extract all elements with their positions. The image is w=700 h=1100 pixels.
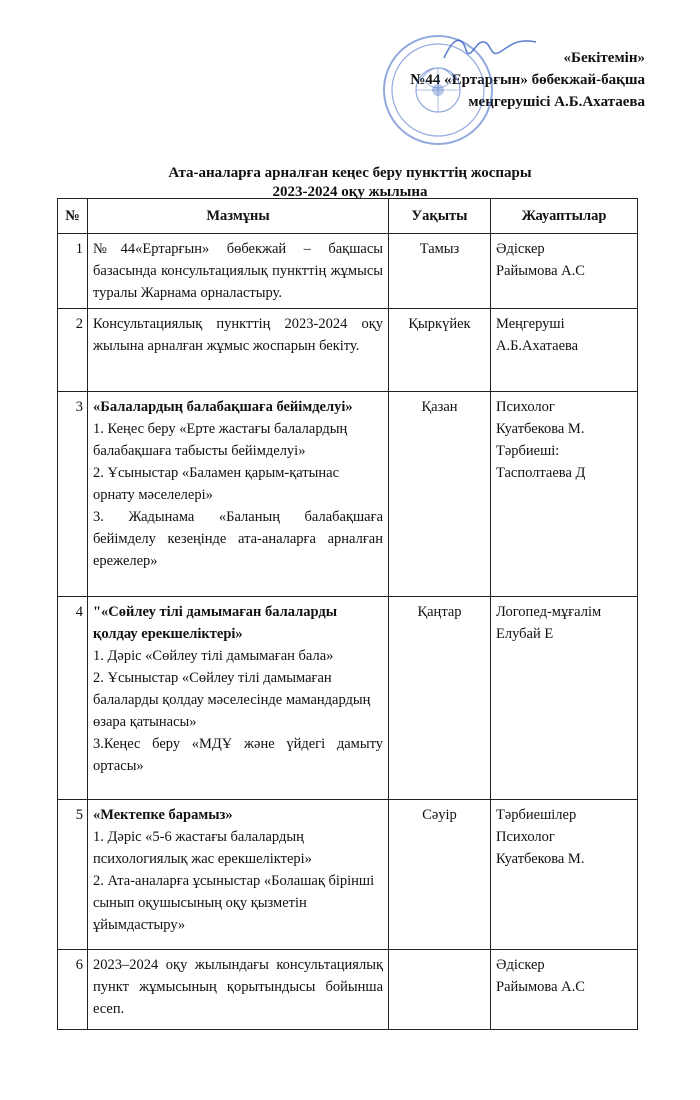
row-item: 2. Ұсыныстар «Сөйлеу тілі дамымаған балаларды қолдау мәселесінде мамандардың өзара қатынасы» [93, 670, 371, 730]
row-heading: "«Сөйлеу тілі дамымаған балаларды қолдау ерекшеліктері» [93, 604, 338, 642]
row-content: №44«Ертарғын» бөбекжай – бақшасы базасында консультациялық пункттің жұмысы туралы Жарнама орналастыру. [88, 234, 389, 309]
title-line: 2023-2024 оқу жылына [272, 184, 428, 200]
table-row [58, 597, 638, 800]
row-number: 1 [58, 234, 88, 309]
table-row [58, 800, 638, 950]
row-number: 2 [58, 309, 88, 392]
row-time: Қаңтар [389, 597, 491, 800]
row-heading: «Мектепке барамыз» [93, 807, 233, 823]
responsible-line: Психолог [496, 399, 555, 415]
header-number: № [58, 199, 88, 234]
row-number: 3 [58, 392, 88, 597]
row-content: Консультациялық пункттің 2023-2024 оқу жылына арналған жұмыс жоспарын бекіту. [88, 309, 389, 392]
row-responsible [491, 800, 638, 950]
header-content: Мазмұны [88, 199, 389, 234]
row-responsible [491, 234, 638, 309]
row-content: 2023–2024 оқу жылындағы консультациялық пункт жұмысының қорытындысы бойынша есеп. [88, 950, 389, 1030]
plan-table [57, 198, 638, 1030]
row-item: 2. Ұсыныстар «Баламен қарым-қатынас орнату мәселелері» [93, 465, 340, 503]
row-item: 1. Дәріс «Сөйлеу тілі дамымаған бала» [93, 648, 334, 664]
responsible-line: Әдіскер [496, 241, 545, 257]
document-title [0, 164, 700, 202]
header-time: Уақыты [389, 199, 491, 234]
row-time: Қазан [389, 392, 491, 597]
table-row [58, 309, 638, 392]
row-content [88, 800, 389, 950]
title-line: Ата-аналарға арналған кеңес беру пункттің жоспары [168, 165, 532, 181]
row-item: 3.Кеңес беру «МДҰ және үйдегі дамыту ортасы» [93, 736, 383, 774]
row-number: 5 [58, 800, 88, 950]
row-time [389, 950, 491, 1030]
table-header-row [58, 199, 638, 234]
row-item: 1. Кеңес беру «Ерте жастағы балалардың балабақшаға табысты бейімделуі» [93, 421, 348, 459]
header-responsible: Жауаптылар [491, 199, 638, 234]
responsible-line: Тәрбиешілер [496, 807, 577, 823]
approval-line: №44 «Ертарғын» бөбекжай-бақша [410, 72, 645, 88]
responsible-line: А.Б.Ахатаева [496, 338, 579, 354]
row-item: 1. Дәріс «5-6 жастағы балалардың психологиялық жас ерекшеліктері» [93, 829, 312, 867]
row-time: Сәуір [389, 800, 491, 950]
row-responsible [491, 392, 638, 597]
row-responsible [491, 309, 638, 392]
responsible-line: Әдіскер [496, 957, 545, 973]
table-row [58, 234, 638, 309]
approval-line: «Бекітемін» [563, 50, 645, 66]
row-content [88, 597, 389, 800]
row-item: 3. Жадынама «Баланың балабақшаға бейімделу кезеңінде ата-аналарға арналған ережелер» [93, 509, 383, 569]
table-row [58, 392, 638, 597]
responsible-line: Куатбекова М. [496, 851, 585, 867]
responsible-line: Меңгеруші [496, 316, 565, 332]
row-time: Қыркүйек [389, 309, 491, 392]
row-item: 2. Ата-аналарға ұсыныстар «Болашақ бірінші сынып оқушысының оқу қызметін ұйымдастыру» [93, 873, 375, 933]
row-responsible [491, 950, 638, 1030]
responsible-line: Райымова А.С [496, 979, 585, 995]
row-responsible [491, 597, 638, 800]
responsible-line: Тасполтаева Д [496, 465, 586, 481]
responsible-line: Логопед-мұғалім [496, 604, 602, 620]
responsible-line: Тәрбиеші: [496, 443, 560, 459]
table-row [58, 950, 638, 1030]
row-time: Тамыз [389, 234, 491, 309]
responsible-line: Райымова А.С [496, 263, 585, 279]
row-heading: «Балалардың балабақшаға бейімделуі» [93, 399, 353, 415]
row-number: 4 [58, 597, 88, 800]
row-number: 6 [58, 950, 88, 1030]
approval-line: меңгерушісі А.Б.Ахатаева [468, 94, 645, 110]
responsible-line: Елубай Е [496, 626, 554, 642]
row-content [88, 392, 389, 597]
approval-block [410, 47, 645, 113]
responsible-line: Психолог [496, 829, 555, 845]
responsible-line: Куатбекова М. [496, 421, 585, 437]
